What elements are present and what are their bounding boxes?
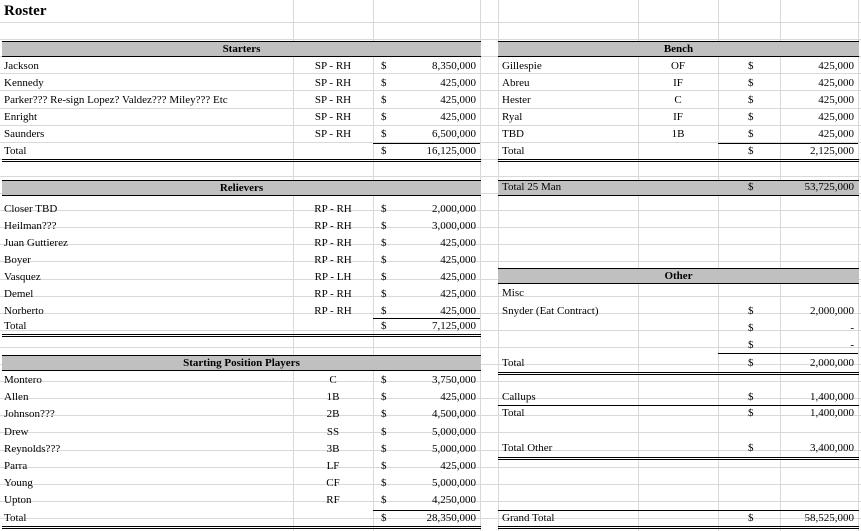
total-25-amount: 53,725,000 (804, 181, 854, 193)
player-name: Reynolds??? (4, 443, 61, 455)
player-name: Enright (4, 111, 37, 123)
player-position: SP - RH (314, 77, 352, 89)
player-name: Johnson??? (4, 408, 55, 420)
player-salary: 2,000,000 (432, 203, 476, 215)
dollar-sign: $ (748, 407, 754, 419)
player-salary: 425,000 (440, 237, 476, 249)
dollar-sign: $ (381, 477, 387, 489)
dollar-sign: $ (748, 181, 754, 193)
player-name: Juan Guttierez (4, 237, 68, 249)
player-name: Norberto (4, 305, 44, 317)
player-position: RP - RH (314, 203, 352, 215)
starters-total-label: Total (4, 145, 27, 157)
player-name: Demel (4, 288, 34, 300)
player-position: C (329, 374, 337, 386)
dollar-sign: $ (381, 145, 387, 157)
dollar-sign: $ (748, 77, 754, 89)
player-salary: 425,000 (440, 288, 476, 300)
player-salary: 425,000 (440, 391, 476, 403)
player-salary: 425,000 (440, 305, 476, 317)
player-salary: 425,000 (440, 77, 476, 89)
player-salary: 425,000 (440, 271, 476, 283)
player-position: OF (670, 60, 686, 72)
starters-header: Starters (2, 41, 481, 57)
dollar-sign: $ (748, 94, 754, 106)
relievers-total: 7,125,000 (432, 320, 476, 332)
sheet-title: Roster (4, 3, 47, 19)
dollar-sign: $ (381, 60, 387, 72)
player-salary: 425,000 (818, 111, 854, 123)
total-25-label: Total 25 Man (502, 181, 562, 193)
dollar-sign: $ (748, 60, 754, 72)
player-salary: 5,000,000 (432, 426, 476, 438)
player-name: Gillespie (502, 60, 542, 72)
player-name: Ryal (502, 111, 523, 123)
grand-total-amount: 58,525,000 (804, 512, 854, 524)
player-name: Saunders (4, 128, 45, 140)
dollar-sign: $ (381, 203, 387, 215)
dollar-sign: $ (381, 512, 387, 524)
player-position: SP - RH (314, 60, 352, 72)
player-position: RF (326, 494, 340, 506)
other-header: Other (498, 268, 859, 284)
player-name: TBD (502, 128, 524, 140)
player-salary: 425,000 (440, 460, 476, 472)
player-salary: 425,000 (818, 60, 854, 72)
dollar-sign: $ (381, 111, 387, 123)
player-name: Heilman??? (4, 220, 57, 232)
player-salary: 4,250,000 (432, 494, 476, 506)
dollar-sign: $ (381, 443, 387, 455)
dollar-sign: $ (381, 305, 387, 317)
player-position: 1B (326, 391, 340, 403)
dollar-sign: $ (381, 288, 387, 300)
player-name: Parker??? Re-sign Lopez? Valdez??? Miley??? Etc (4, 94, 228, 106)
other-item-amount: - (850, 322, 854, 334)
player-salary: 425,000 (440, 254, 476, 266)
player-salary: 3,000,000 (432, 220, 476, 232)
player-position: 3B (326, 443, 340, 455)
dollar-sign: $ (748, 512, 754, 524)
player-position: 2B (326, 408, 340, 420)
player-position: RP - RH (314, 288, 352, 300)
dollar-sign: $ (381, 374, 387, 386)
other-item-name: Snyder (Eat Contract) (502, 305, 599, 317)
player-name: Montero (4, 374, 42, 386)
dollar-sign: $ (748, 357, 754, 369)
dollar-sign: $ (381, 391, 387, 403)
player-salary: 425,000 (818, 128, 854, 140)
player-name: Drew (4, 426, 29, 438)
dollar-sign: $ (381, 254, 387, 266)
relievers-total-label: Total (4, 320, 27, 332)
player-name: Young (4, 477, 33, 489)
dollar-sign: $ (381, 271, 387, 283)
player-salary: 8,350,000 (432, 60, 476, 72)
player-position: SS (326, 426, 340, 438)
dollar-sign: $ (381, 320, 387, 332)
other-item-amount: 2,000,000 (810, 305, 854, 317)
player-salary: 425,000 (818, 77, 854, 89)
player-position: RP - RH (314, 305, 352, 317)
dollar-sign: $ (381, 77, 387, 89)
dollar-sign: $ (381, 220, 387, 232)
player-position: 1B (671, 128, 685, 140)
position-players-header: Starting Position Players (2, 355, 481, 371)
player-name: Boyer (4, 254, 31, 266)
player-position: CF (326, 477, 340, 489)
dollar-sign: $ (748, 305, 754, 317)
player-position: LF (326, 460, 340, 472)
player-position: RP - LH (314, 271, 352, 283)
position-players-total-label: Total (4, 512, 27, 524)
dollar-sign: $ (748, 442, 754, 454)
player-position: RP - RH (314, 237, 352, 249)
player-name: Allen (4, 391, 29, 403)
dollar-sign: $ (748, 391, 754, 403)
dollar-sign: $ (381, 237, 387, 249)
player-name: Parra (4, 460, 28, 472)
player-name: Jackson (4, 60, 39, 72)
player-salary: 4,500,000 (432, 408, 476, 420)
other-total: 2,000,000 (810, 357, 854, 369)
other-total-label: Total (502, 357, 525, 369)
player-position: RP - RH (314, 220, 352, 232)
player-salary: 425,000 (818, 94, 854, 106)
player-position: SP - RH (314, 111, 352, 123)
player-salary: 6,500,000 (432, 128, 476, 140)
bench-total: 2,125,000 (810, 145, 854, 157)
dollar-sign: $ (381, 128, 387, 140)
relievers-header: Relievers (2, 180, 481, 196)
player-salary: 3,750,000 (432, 374, 476, 386)
player-position: IF (673, 111, 683, 123)
player-name: Hester (502, 94, 531, 106)
player-position: C (674, 94, 682, 106)
misc-label: Misc (502, 287, 524, 299)
dollar-sign: $ (381, 408, 387, 420)
player-name: Closer TBD (4, 203, 58, 215)
callups-total-label: Total (502, 407, 525, 419)
bench-total-label: Total (502, 145, 525, 157)
player-salary: 425,000 (440, 111, 476, 123)
other-item-amount: - (850, 339, 854, 351)
total-other-label: Total Other (502, 442, 553, 454)
callups-label: Callups (502, 391, 536, 403)
player-name: Abreu (502, 77, 530, 89)
starters-total: 16,125,000 (426, 145, 476, 157)
player-position: SP - RH (314, 94, 352, 106)
player-name: Kennedy (4, 77, 44, 89)
callups-total: 1,400,000 (810, 407, 854, 419)
dollar-sign: $ (381, 494, 387, 506)
player-name: Vasquez (4, 271, 41, 283)
player-salary: 425,000 (440, 94, 476, 106)
player-name: Upton (4, 494, 32, 506)
player-position: RP - RH (314, 254, 352, 266)
dollar-sign: $ (748, 128, 754, 140)
grand-total-label: Grand Total (502, 512, 555, 524)
total-other-amount: 3,400,000 (810, 442, 854, 454)
callups-amount: 1,400,000 (810, 391, 854, 403)
dollar-sign: $ (381, 94, 387, 106)
dollar-sign: $ (748, 339, 754, 351)
dollar-sign: $ (748, 145, 754, 157)
dollar-sign: $ (381, 426, 387, 438)
player-position: IF (673, 77, 683, 89)
player-salary: 5,000,000 (432, 477, 476, 489)
player-salary: 5,000,000 (432, 443, 476, 455)
player-position: SP - RH (314, 128, 352, 140)
dollar-sign: $ (748, 322, 754, 334)
dollar-sign: $ (748, 111, 754, 123)
dollar-sign: $ (381, 460, 387, 472)
position-players-total: 28,350,000 (426, 512, 476, 524)
bench-header: Bench (498, 41, 859, 57)
